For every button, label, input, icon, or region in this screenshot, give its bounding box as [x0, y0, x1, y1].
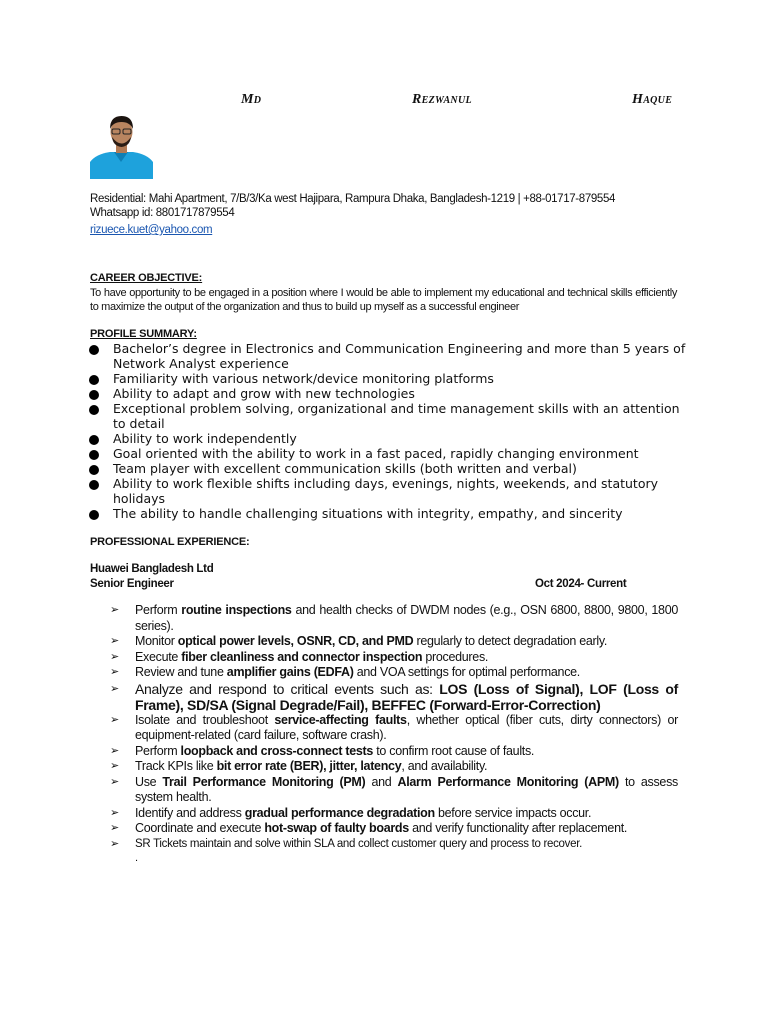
- experience-item-text: to assess system health.: [135, 774, 678, 804]
- summary-item: [88, 506, 688, 521]
- experience-item-text: Review and tune: [135, 665, 227, 679]
- summary-item-text: Ability to work independently: [113, 431, 297, 446]
- summary-item-text: Exceptional problem solving, organizational and time management skills with an attention to detail: [113, 401, 680, 431]
- experience-item-bold-text: hot-swap of faulty boards: [264, 821, 409, 835]
- career-objective-text: To have opportunity to be engaged in a position where I would be able to implement my educational and technical skills efficiently to maximize the output of the organization and thus to build up myself as a successful engineer: [90, 287, 677, 313]
- company-name: Huawei Bangladesh Ltd: [90, 563, 214, 575]
- summary-item: [88, 476, 688, 506]
- arrow-bullet-icon: ➢: [110, 650, 119, 663]
- arrow-bullet-icon: ➢: [110, 775, 119, 788]
- job-role: Senior Engineer: [90, 578, 174, 590]
- residential-address: Residential: Mahi Apartment, 7/B/3/Ka west Hajipara, Rampura Dhaka, Bangladesh-1219 | +88-01717-879554: [90, 193, 616, 205]
- summary-item: [88, 461, 688, 476]
- email-link[interactable]: rizuece.kuet@yahoo.com: [90, 224, 213, 236]
- experience-item-bold-text: routine inspections: [181, 603, 292, 617]
- bullet-dot-icon: [89, 345, 99, 355]
- profile-summary-list: [88, 341, 688, 521]
- experience-item-text: , whether optical (fiber cuts, dirty connectors) or equipment-related (card failure, software crash).: [135, 712, 678, 742]
- arrow-bullet-icon: ➢: [110, 682, 119, 695]
- arrow-bullet-icon: ➢: [110, 744, 119, 757]
- experience-item-bold-text: amplifier gains (EDFA): [226, 665, 354, 679]
- experience-item-bold-text: fiber cleanliness and connector inspection: [181, 649, 423, 664]
- experience-item-text: and: [365, 774, 398, 789]
- experience-item-text: Identify and address: [135, 805, 245, 820]
- experience-item-text: Monitor: [135, 634, 178, 648]
- experience-item-text: , and availability.: [401, 759, 488, 773]
- arrow-bullet-icon: ➢: [110, 806, 119, 819]
- summary-item-text: Ability to work flexible shifts including days, evenings, nights, weekends, and statutory holidays: [113, 476, 659, 506]
- experience-item-bold-text: LOS (Loss of Signal), LOF (Loss of Frame), SD/SA (Signal Degrade/Fail), BEFFEC (Forward-Error-Correction): [135, 680, 678, 713]
- experience-item: [108, 821, 678, 837]
- experience-item-text: Isolate and troubleshoot: [135, 712, 275, 727]
- experience-item-text: and health checks of DWDM nodes (e.g., OSN 6800, 8800, 9800, 1800 series).: [135, 603, 679, 633]
- experience-item-text: procedures.: [422, 649, 489, 664]
- experience-item: [108, 681, 678, 713]
- experience-item-text: and VOA settings for optimal performance.: [353, 665, 580, 679]
- experience-bullet-list: [108, 603, 678, 852]
- arrow-bullet-icon: ➢: [110, 666, 119, 678]
- summary-item: [88, 446, 688, 461]
- bullet-dot-icon: [89, 405, 99, 415]
- name-last: Haque: [632, 92, 673, 107]
- summary-item: [88, 371, 688, 386]
- experience-item-bold-text: gradual performance degradation: [244, 805, 435, 820]
- experience-item-bold-text: bit error rate (BER), jitter, latency: [216, 759, 402, 773]
- name-first: Md: [241, 92, 262, 107]
- experience-item: [108, 806, 678, 822]
- experience-item: [108, 744, 678, 760]
- experience-item-bold-text: service-affecting faults: [274, 712, 407, 727]
- bullet-dot-icon: [89, 480, 99, 490]
- experience-item-text: Use: [135, 774, 163, 789]
- experience-item-bold-text: loopback and cross-connect tests: [180, 743, 374, 758]
- experience-item: [108, 650, 678, 666]
- summary-item-text: The ability to handle challenging situations with integrity, empathy, and sincerity: [113, 506, 623, 521]
- experience-item-text: Analyze and respond to critical events such as:: [135, 680, 440, 697]
- experience-item-text: Track KPIs like: [135, 759, 217, 773]
- arrow-bullet-icon: ➢: [110, 822, 119, 834]
- experience-item-text: Perform: [135, 603, 182, 617]
- experience-item-text: before service impacts occur.: [434, 805, 592, 820]
- experience-item: [108, 837, 678, 853]
- job-dates: Oct 2024- Current: [535, 578, 627, 590]
- bullet-dot-icon: [89, 450, 99, 460]
- summary-item-text: Ability to adapt and grow with new technologies: [113, 386, 415, 401]
- summary-item: [88, 341, 688, 371]
- bullet-dot-icon: [89, 465, 99, 475]
- profile-photo: [90, 110, 153, 179]
- experience-item-bold-text: Trail Performance Monitoring (PM): [162, 774, 366, 789]
- experience-item-text: Execute: [135, 649, 182, 664]
- career-objective-heading: CAREER OBJECTIVE:: [90, 272, 203, 284]
- trailing-mark: .: [135, 852, 139, 864]
- arrow-bullet-icon: ➢: [110, 760, 119, 772]
- experience-item-bold-text: Alarm Performance Monitoring (APM): [397, 774, 619, 789]
- experience-item-text: regularly to detect degradation early.: [413, 634, 608, 648]
- experience-item: [108, 603, 678, 634]
- experience-item-text: SR Tickets maintain and solve within SLA and collect customer query and process to recover.: [135, 837, 582, 850]
- summary-item-text: Bachelor’s degree in Electronics and Communication Engineering and more than 5 years of Network Analyst experience: [113, 341, 686, 371]
- experience-item-text: and verify functionality after replacement.: [408, 821, 628, 835]
- experience-item: [108, 634, 678, 650]
- summary-item: [88, 386, 688, 401]
- summary-item: [88, 431, 688, 446]
- arrow-bullet-icon: ➢: [110, 635, 119, 647]
- experience-item-text: Coordinate and execute: [135, 821, 265, 835]
- bullet-dot-icon: [89, 375, 99, 385]
- summary-item: [88, 401, 688, 431]
- name-middle: Rezwanul: [412, 92, 472, 107]
- experience-item-bold-text: optical power levels, OSNR, CD, and PMD: [177, 634, 414, 648]
- summary-item-text: Goal oriented with the ability to work in a fast paced, rapidly changing environment: [113, 446, 639, 461]
- summary-item-text: Team player with excellent communication skills (both written and verbal): [113, 461, 577, 476]
- experience-item: [108, 665, 678, 681]
- experience-item-text: to confirm root cause of faults.: [373, 743, 535, 758]
- bullet-dot-icon: [89, 390, 99, 400]
- professional-experience-heading: PROFESSIONAL EXPERIENCE:: [90, 536, 250, 548]
- arrow-bullet-icon: ➢: [110, 837, 119, 850]
- arrow-bullet-icon: ➢: [110, 713, 119, 726]
- experience-item: [108, 775, 678, 806]
- whatsapp-id: Whatsapp id: 8801717879554: [90, 207, 235, 219]
- summary-item-text: Familiarity with various network/device monitoring platforms: [113, 371, 494, 386]
- experience-item: [108, 713, 678, 744]
- bullet-dot-icon: [89, 435, 99, 445]
- bullet-dot-icon: [89, 510, 99, 520]
- arrow-bullet-icon: ➢: [110, 604, 119, 616]
- experience-item: [108, 759, 678, 775]
- profile-summary-heading: PROFILE SUMMARY:: [90, 328, 197, 340]
- experience-item-text: Perform: [135, 743, 181, 758]
